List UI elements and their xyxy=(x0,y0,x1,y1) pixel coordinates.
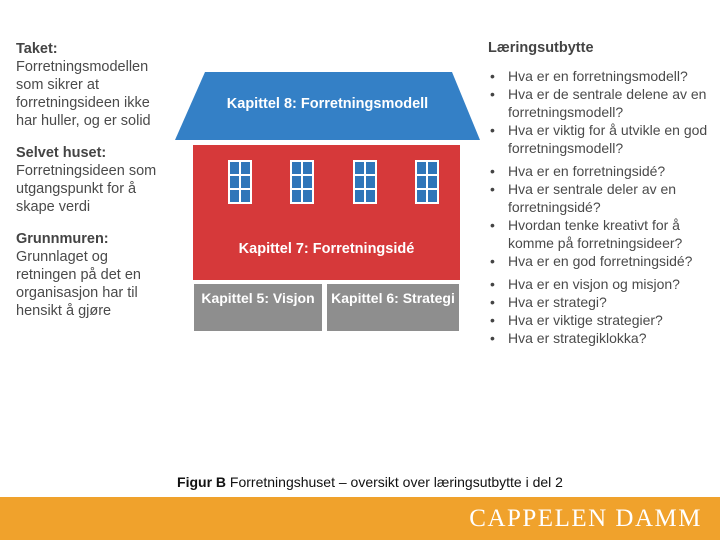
learning-outcomes xyxy=(488,40,713,352)
walls xyxy=(193,145,460,280)
figure-caption xyxy=(0,474,720,490)
window xyxy=(353,160,377,204)
foundation-vision: Kapittel 5: Visjon xyxy=(194,284,322,331)
list-item: • Hva er en forretningsmodell? xyxy=(488,67,713,85)
footer-bar xyxy=(0,497,720,540)
foundation-description-body: Grunnlaget og retningen på det en organisasjon har til hensikt å gjøre xyxy=(16,249,141,319)
list-item: • Hva er en god forretningsidé? xyxy=(488,252,713,270)
list-item: • Hva er viktig for å utvikle en god forretningsmodell? xyxy=(488,121,713,157)
list-item: • Hva er strategiklokka? xyxy=(488,329,713,347)
learning-outcomes-title: Læringsutbytte xyxy=(488,40,594,56)
list-item: • Hva er en visjon og misjon? xyxy=(488,275,713,293)
publisher-logo: CAPPELEN DAMM xyxy=(469,505,702,532)
window xyxy=(415,160,439,204)
list-item: • Hva er strategi? xyxy=(488,293,713,311)
roof-label: Kapittel 8: Forretningsmodell xyxy=(226,96,429,112)
outcomes-group-strategy xyxy=(488,275,713,347)
walls-label: Kapittel 7: Forretningsidé xyxy=(238,241,415,257)
foundation-description xyxy=(16,230,166,320)
window xyxy=(290,160,314,204)
house-description-body: Forretningsideen som utgangspunkt for å skape verdi xyxy=(16,163,157,215)
outcomes-group-model xyxy=(488,67,713,157)
business-house-diagram xyxy=(175,70,480,332)
outcomes-group-idea xyxy=(488,162,713,270)
list-item: • Hva er en forretningsidé? xyxy=(488,162,713,180)
list-item: • Hva er sentrale deler av en forretningsidé? xyxy=(488,180,713,216)
figure-caption-text: Forretningshuset – oversikt over læringsutbytte i del 2 xyxy=(226,474,563,490)
list-item: • Hvordan tenke kreativt for å komme på forretningsideer? xyxy=(488,216,713,252)
list-item: • Hva er viktige strategier? xyxy=(488,311,713,329)
left-descriptions xyxy=(16,40,166,334)
house-description-title: Selvet huset: xyxy=(16,145,107,161)
roof-description-title: Taket: xyxy=(16,41,58,57)
house-description xyxy=(16,144,166,216)
window xyxy=(228,160,252,204)
list-item: • Hva er de sentrale delene av en forretningsmodell? xyxy=(488,85,713,121)
roof-description xyxy=(16,40,166,130)
roof-description-body: Forretningsmodellen som sikrer at forretningsideen ikke har huller, og er solid xyxy=(16,59,151,129)
foundation-strategy: Kapittel 6: Strategi xyxy=(327,284,459,331)
figure-label: Figur B xyxy=(177,474,227,490)
foundation-description-title: Grunnmuren: xyxy=(16,231,109,247)
